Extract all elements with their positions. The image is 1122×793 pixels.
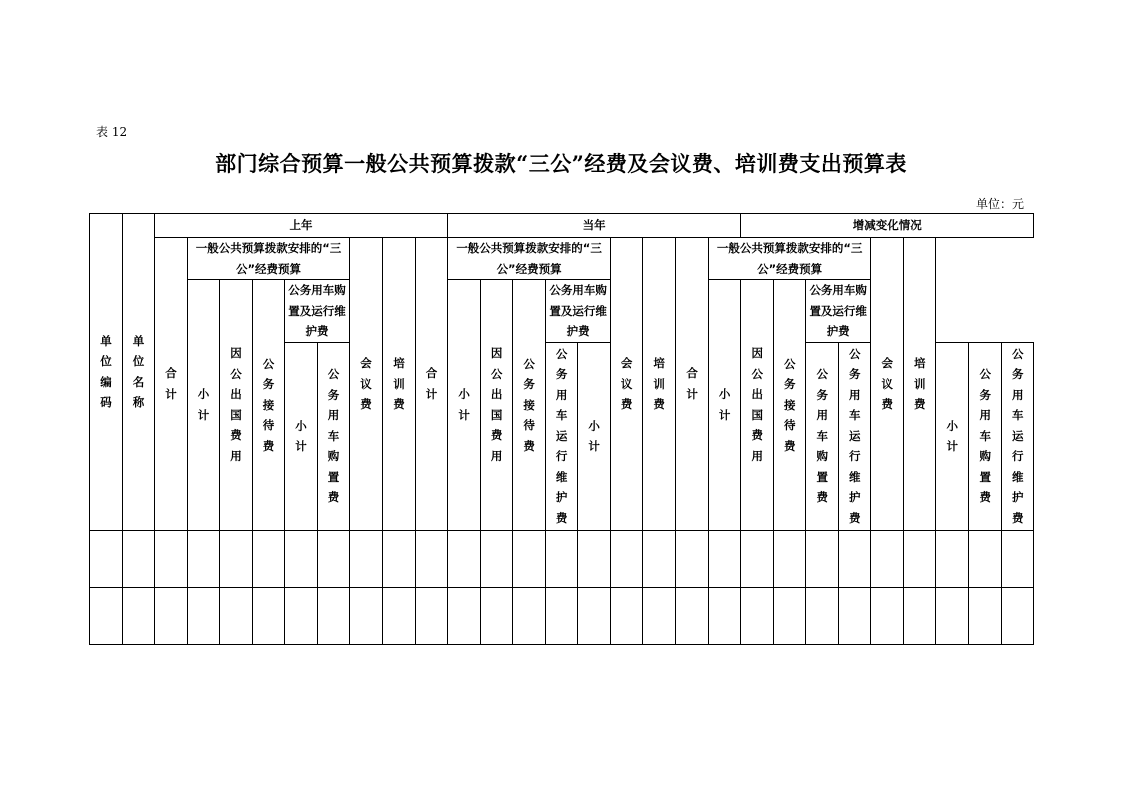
table-cell <box>350 587 383 644</box>
table-cell <box>318 587 350 644</box>
table-row <box>90 587 1034 644</box>
header-meeting: 会议费 <box>871 238 904 531</box>
table-cell <box>1002 530 1034 587</box>
header-vehicle: 公务用车购置及运行维护费 <box>285 280 350 343</box>
table-cell <box>220 587 253 644</box>
table-cell <box>774 530 806 587</box>
header-meeting: 会议费 <box>350 238 383 531</box>
table-cell <box>806 530 839 587</box>
header-vehicle: 公务用车购置及运行维护费 <box>546 280 611 343</box>
table-cell <box>904 587 936 644</box>
table-cell <box>416 530 448 587</box>
page-title: 部门综合预算一般公共预算拨款“三公”经费及会议费、培训费支出预算表 <box>215 151 907 176</box>
header-unit-name: 单位名称 <box>123 214 155 531</box>
table-cell <box>839 530 871 587</box>
table-cell <box>709 587 741 644</box>
table-cell <box>285 530 318 587</box>
period-header: 当年 <box>448 214 741 238</box>
table-cell <box>871 587 904 644</box>
header-overseas: 因公出国费用 <box>220 280 253 531</box>
header-subtotal: 小计 <box>709 280 741 531</box>
table-cell <box>416 587 448 644</box>
table-cell <box>643 587 676 644</box>
table-cell <box>676 587 709 644</box>
table-cell <box>448 587 481 644</box>
table-cell <box>318 530 350 587</box>
table-number: 表 12 <box>96 125 128 139</box>
header-vehicle-purchase: 公务用车购置费 <box>969 342 1002 530</box>
header-vehicle-purchase: 公务用车购置费 <box>806 342 839 530</box>
table-cell <box>383 587 416 644</box>
table-cell <box>513 587 546 644</box>
table-cell <box>123 587 155 644</box>
table-cell <box>1002 587 1034 644</box>
table-cell <box>253 587 285 644</box>
header-reception: 公务接待费 <box>774 280 806 531</box>
header-training: 培训费 <box>383 238 416 531</box>
table-cell <box>643 530 676 587</box>
header-total: 合计 <box>155 238 188 531</box>
table-cell <box>188 587 220 644</box>
period-header: 上年 <box>155 214 448 238</box>
table-cell <box>774 587 806 644</box>
header-three-public: 一般公共预算拨款安排的“三公”经费预算 <box>709 238 871 280</box>
table-cell <box>969 530 1002 587</box>
header-vehicle-subtotal: 小计 <box>285 342 318 530</box>
table-cell <box>188 530 220 587</box>
table-cell <box>546 530 578 587</box>
table-cell <box>676 530 709 587</box>
table-cell <box>155 587 188 644</box>
table-cell <box>481 587 513 644</box>
header-three-public: 一般公共预算拨款安排的“三公”经费预算 <box>448 238 611 280</box>
table-cell <box>936 530 969 587</box>
header-vehicle-operation: 公务用车运行维护费 <box>839 342 871 530</box>
header-subtotal: 小计 <box>188 280 220 531</box>
table-cell <box>220 530 253 587</box>
table-cell <box>285 587 318 644</box>
table-cell <box>350 530 383 587</box>
table-cell <box>578 587 611 644</box>
table-cell <box>904 530 936 587</box>
header-training: 培训费 <box>904 238 936 531</box>
budget-table <box>89 213 1034 645</box>
header-vehicle: 公务用车购置及运行维护费 <box>806 280 871 343</box>
header-meeting: 会议费 <box>611 238 643 531</box>
table-cell <box>969 587 1002 644</box>
table-cell <box>90 530 123 587</box>
table-cell <box>90 587 123 644</box>
header-reception: 公务接待费 <box>513 280 546 531</box>
period-header: 增减变化情况 <box>741 214 1034 238</box>
table-cell <box>448 530 481 587</box>
header-vehicle-purchase: 公务用车购置费 <box>318 342 350 530</box>
header-subtotal: 小计 <box>448 280 481 531</box>
table-cell <box>611 587 643 644</box>
table-cell <box>546 587 578 644</box>
table-cell <box>936 587 969 644</box>
header-total: 合计 <box>416 238 448 531</box>
table-cell <box>806 587 839 644</box>
table-cell <box>741 587 774 644</box>
table-cell <box>155 530 188 587</box>
header-reception: 公务接待费 <box>253 280 285 531</box>
table-cell <box>513 530 546 587</box>
header-training: 培训费 <box>643 238 676 531</box>
header-vehicle-operation: 公务用车运行维护费 <box>546 342 578 530</box>
table-cell <box>839 587 871 644</box>
table-cell <box>383 530 416 587</box>
table-cell <box>871 530 904 587</box>
table-cell <box>741 530 774 587</box>
unit-label: 单位：元 <box>976 197 1025 211</box>
table-cell <box>611 530 643 587</box>
table-cell <box>481 530 513 587</box>
header-unit-code: 单位编码 <box>90 214 123 531</box>
header-vehicle-subtotal: 小计 <box>936 342 969 530</box>
table-row <box>90 530 1034 587</box>
table-cell <box>123 530 155 587</box>
table-cell <box>578 530 611 587</box>
header-overseas: 因公出国费用 <box>741 280 774 531</box>
header-vehicle-operation: 公务用车运行维护费 <box>1002 342 1034 530</box>
table-cell <box>253 530 285 587</box>
header-vehicle-subtotal: 小计 <box>578 342 611 530</box>
table-cell <box>709 530 741 587</box>
header-overseas: 因公出国费用 <box>481 280 513 531</box>
header-three-public: 一般公共预算拨款安排的“三公”经费预算 <box>188 238 350 280</box>
header-total: 合计 <box>676 238 709 531</box>
